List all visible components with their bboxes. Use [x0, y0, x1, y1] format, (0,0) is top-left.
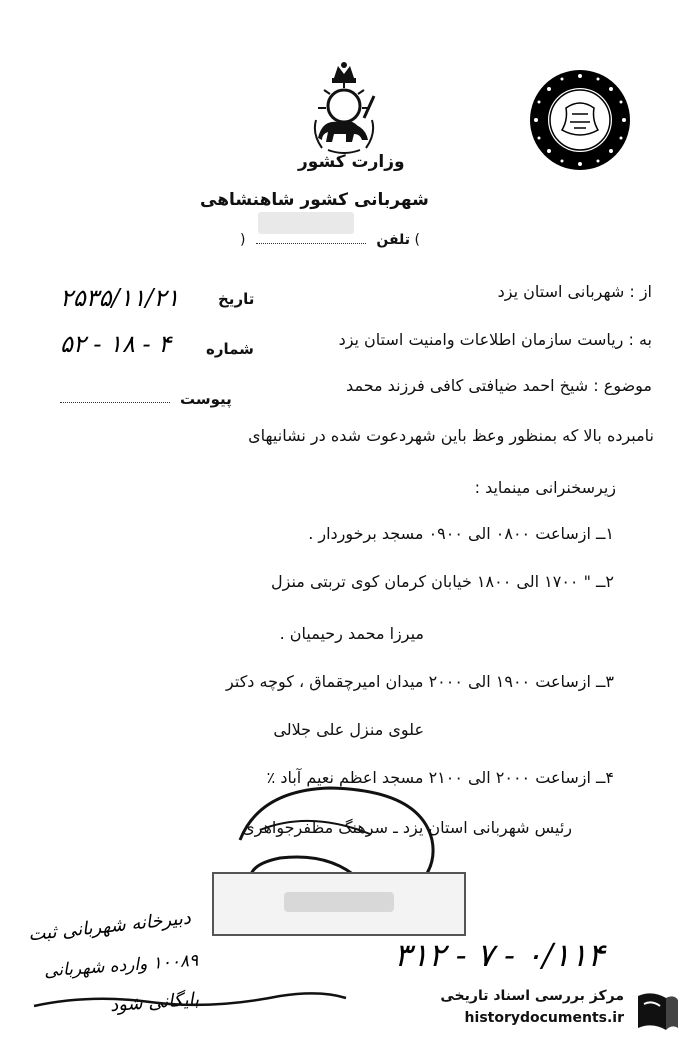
body-item-2b: میرزا محمد رحیمیان .: [279, 624, 424, 643]
letter-from: از : شهربانی استان یزد: [497, 282, 652, 301]
letter-subject: موضوع : شیخ احمد ضیافتی کافی فرزند محمد: [346, 376, 652, 395]
receipt-stamp: [212, 872, 466, 936]
handwritten-note-1: دبیرخانه شهربانی ثبت: [27, 907, 192, 946]
phone-line: ) تلفن (: [240, 232, 420, 248]
footer-watermark: [436, 988, 686, 1036]
handwritten-note-3: بایگانی شود: [109, 988, 200, 1017]
handwritten-ref-number: ۳۱۲ - ۷ - ۰/۱۱۴: [394, 936, 605, 974]
body-intro-2: زیرسخنرانی مینماید :: [474, 478, 616, 497]
ministry-title: وزارت کشور: [298, 152, 405, 172]
archive-seal: [528, 68, 632, 172]
body-item-4: ۴ــ ازساعت ۲۰۰۰ الی ۲۱۰۰ مسجد اعظم نعیم آباد ٪: [266, 768, 614, 787]
archive-seal-icon: [528, 68, 632, 172]
body-item-2a: ۲ــ " ۱۷۰۰ الی ۱۸۰۰ خیابان کرمان کوی تربتی منزل: [271, 572, 614, 591]
phone-label: تلفن: [376, 232, 411, 248]
underline-scribble-icon: [30, 986, 350, 1016]
body-item-3b: علوی منزل علی جلالی: [273, 720, 424, 739]
faded-stamp: [258, 212, 354, 234]
body-item-1: ۱ــ ازساعت ۰۸۰۰ الی ۰۹۰۰ مسجد برخوردار .: [308, 524, 614, 543]
attachment-line: [60, 402, 170, 403]
royal-emblem-icon: [308, 60, 380, 155]
date-label: تاریخ: [218, 290, 255, 308]
signature-line: رئیس شهربانی استان یزد ـ سرهنگ مظفرجواهری: [242, 818, 572, 837]
footer-org-name: مرکز بررسی اسناد تاریخی: [440, 988, 624, 1004]
office-title: شهربانی کشور شاهنشاهی: [200, 190, 429, 210]
attachment-label: پیوست: [180, 390, 232, 408]
body-item-3a: ۳ــ ازساعت ۱۹۰۰ الی ۲۰۰۰ میدان امیرچقماق ، کوچه دکتر: [226, 672, 614, 691]
number-value: ۵۲ - ۱۸ - ۴: [60, 330, 172, 358]
date-value: ۲۵۳۵/۱۱/۲۱: [60, 284, 180, 312]
number-label: شماره: [206, 340, 254, 358]
body-intro-1: نامبرده بالا که بمنظور وعظ باین شهردعوت شده در نشانیهای: [248, 426, 654, 445]
archive-book-icon: [632, 990, 682, 1034]
footer-website: historydocuments.ir: [464, 1010, 624, 1026]
letter-to: به : ریاست سازمان اطلاعات وامنیت استان یزد: [338, 330, 652, 349]
handwritten-note-2: ۱۰۰۸۹ وارده شهربانی: [43, 950, 199, 982]
